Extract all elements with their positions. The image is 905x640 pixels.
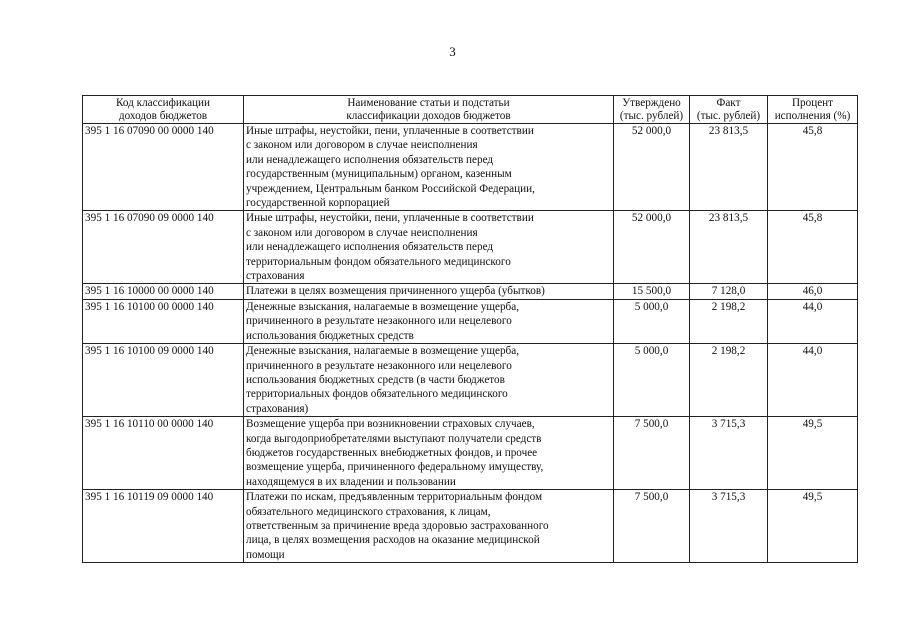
row-fact: 2 198,2	[690, 299, 768, 343]
header-approved: Утверждено (тыс. рублей)	[614, 96, 690, 124]
row-name: Возмещение ущерба при возникновении страховых случаев, когда выгодоприобретателями выступают получатели средств бюджетов государственных внебюджетных фондов, и прочее возмещение ущерба, причиненного федеральному имуществу, находящемуся в их владении и пользовании	[244, 417, 614, 490]
row-approved: 15 500,0	[614, 284, 690, 299]
row-percent: 45,8	[768, 211, 858, 284]
row-approved: 5 000,0	[614, 299, 690, 343]
row-name: Платежи по искам, предъявленным территориальным фондом обязательного медицинского страхования, к лицам, ответственным за причинение вреда здоровью застрахованного лица, в целях возмещения расходов на оказание медицинской помощи	[244, 490, 614, 563]
header-fact: Факт (тыс. рублей)	[690, 96, 768, 124]
row-fact: 3 715,3	[690, 417, 768, 490]
row-code: 395 1 16 07090 00 0000 140	[83, 124, 244, 211]
row-percent: 49,5	[768, 417, 858, 490]
row-name: Платежи в целях возмещения причиненного ущерба (убытков)	[244, 284, 614, 299]
table-header-row	[83, 96, 858, 124]
page-number: 3	[449, 44, 456, 59]
row-approved: 7 500,0	[614, 490, 690, 563]
row-approved: 52 000,0	[614, 211, 690, 284]
row-code: 395 1 16 10000 00 0000 140	[83, 284, 244, 299]
table-row	[83, 211, 858, 284]
row-percent: 44,0	[768, 344, 858, 417]
header-name: Наименование статьи и подстатьи классификации доходов бюджетов	[244, 96, 614, 124]
row-percent: 45,8	[768, 124, 858, 211]
row-code: 395 1 16 10100 00 0000 140	[83, 299, 244, 343]
row-approved: 7 500,0	[614, 417, 690, 490]
row-fact: 7 128,0	[690, 284, 768, 299]
table-row	[83, 284, 858, 299]
table-row	[83, 124, 858, 211]
row-code: 395 1 16 07090 09 0000 140	[83, 211, 244, 284]
row-code: 395 1 16 10100 09 0000 140	[83, 344, 244, 417]
row-name: Денежные взыскания, налагаемые в возмещение ущерба, причиненного в результате незаконного или нецелевого использования бюджетных средств (в части бюджетов территориальных фондов обязательного медицинского страхования)	[244, 344, 614, 417]
table-row	[83, 417, 858, 490]
row-name: Иные штрафы, неустойки, пени, уплаченные в соответствии с законом или договором в случае неисполнения или ненадлежащего исполнения обязательств перед территориальным фондом обязательного медицинского страхования	[244, 211, 614, 284]
row-percent: 46,0	[768, 284, 858, 299]
row-name: Иные штрафы, неустойки, пени, уплаченные в соответствии с законом или договором в случае неисполнения или ненадлежащего исполнения обязательств перед государственным (муниципальным) органом, казенным учреждением, Центральным банком Российской Федерации, государственной корпорацией	[244, 124, 614, 211]
table-row	[83, 344, 858, 417]
row-approved: 52 000,0	[614, 124, 690, 211]
row-code: 395 1 16 10119 09 0000 140	[83, 490, 244, 563]
row-fact: 3 715,3	[690, 490, 768, 563]
row-fact: 23 813,5	[690, 124, 768, 211]
row-fact: 23 813,5	[690, 211, 768, 284]
table-row	[83, 299, 858, 343]
row-fact: 2 198,2	[690, 344, 768, 417]
row-approved: 5 000,0	[614, 344, 690, 417]
row-name: Денежные взыскания, налагаемые в возмещение ущерба, причиненного в результате незаконного или нецелевого использования бюджетных средств	[244, 299, 614, 343]
header-code: Код классификации доходов бюджетов	[83, 96, 244, 124]
revenue-table	[82, 95, 858, 563]
header-percent: Процент исполнения (%)	[768, 96, 858, 124]
table-row	[83, 490, 858, 563]
row-percent: 44,0	[768, 299, 858, 343]
row-percent: 49,5	[768, 490, 858, 563]
row-code: 395 1 16 10110 00 0000 140	[83, 417, 244, 490]
